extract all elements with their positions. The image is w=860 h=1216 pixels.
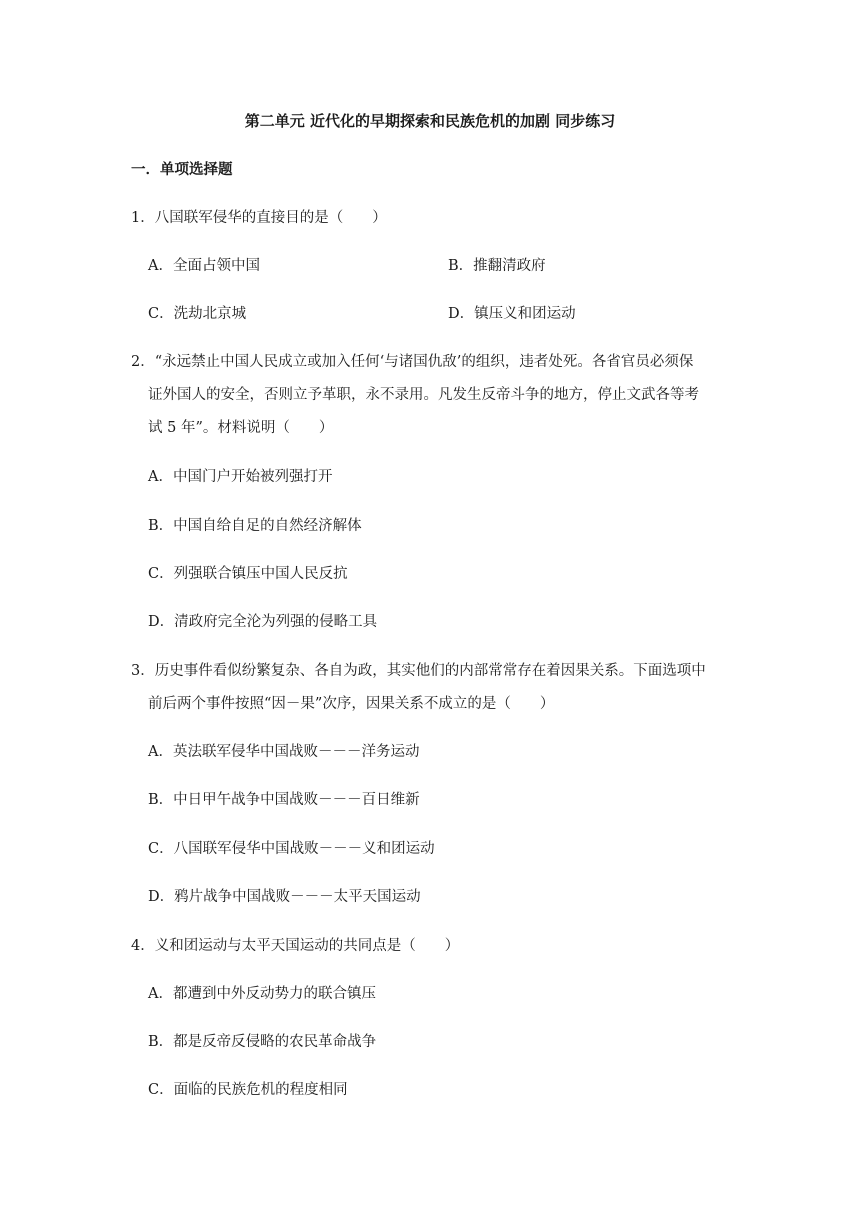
question-3-stem-line-1: 3．历史事件看似纷繁复杂、各自为政，其实他们的内部常常存在着因果关系。下面选项中 [131,663,706,679]
question-4-option-b: B．都是反帝反侵略的农民革命战争 [148,1034,377,1050]
question-1-option-c: C．洗劫北京城 [148,306,247,322]
question-1-stem: 1．八国联军侵华的直接目的是（ ） [131,210,387,226]
question-2-stem-line-2: 证外国人的安全，否则立予革职，永不录用。凡发生反帝斗争的地方，停止文武各等考 [148,387,699,403]
question-4-option-a: A．都遭到中外反动势力的联合镇压 [148,986,376,1002]
question-1-option-a: A．全面占领中国 [148,258,260,274]
question-4-option-c: C．面临的民族危机的程度相同 [148,1082,348,1098]
question-3-option-a: A．英法联军侵华中国战败－－－洋务运动 [148,744,420,760]
question-2-stem-line-3: 试 5 年”。材料说明（ ） [148,420,334,436]
section-heading: 一．单项选择题 [131,162,233,178]
question-1-option-b: B．推翻清政府 [448,258,546,274]
document-title: 第二单元 近代化的早期探索和民族危机的加剧 同步练习 [244,112,616,130]
question-2-option-d: D．清政府完全沦为列强的侵略工具 [148,614,378,630]
question-2-option-c: C．列强联合镇压中国人民反抗 [148,566,348,582]
question-3-option-d: D．鸦片战争中国战败－－－太平天国运动 [148,889,421,905]
question-4-stem: 4．义和团运动与太平天国运动的共同点是（ ） [131,938,460,954]
question-3-stem-line-2: 前后两个事件按照“因－果”次序，因果关系不成立的是（ ） [148,696,555,712]
question-2-stem-line-1: 2．“永远禁止中国人民成立或加入任何‘与诸国仇敌’的组织，违者处死。各省官员必须保 [131,354,694,370]
question-2-option-a: A．中国门户开始被列强打开 [148,469,333,485]
question-3-option-c: C．八国联军侵华中国战败－－－义和团运动 [148,841,435,857]
question-3-option-b: B．中日甲午战争中国战败－－－百日维新 [148,792,420,808]
question-2-option-b: B．中国自给自足的自然经济解体 [148,518,362,534]
question-1-option-d: D．镇压义和团运动 [448,306,576,322]
